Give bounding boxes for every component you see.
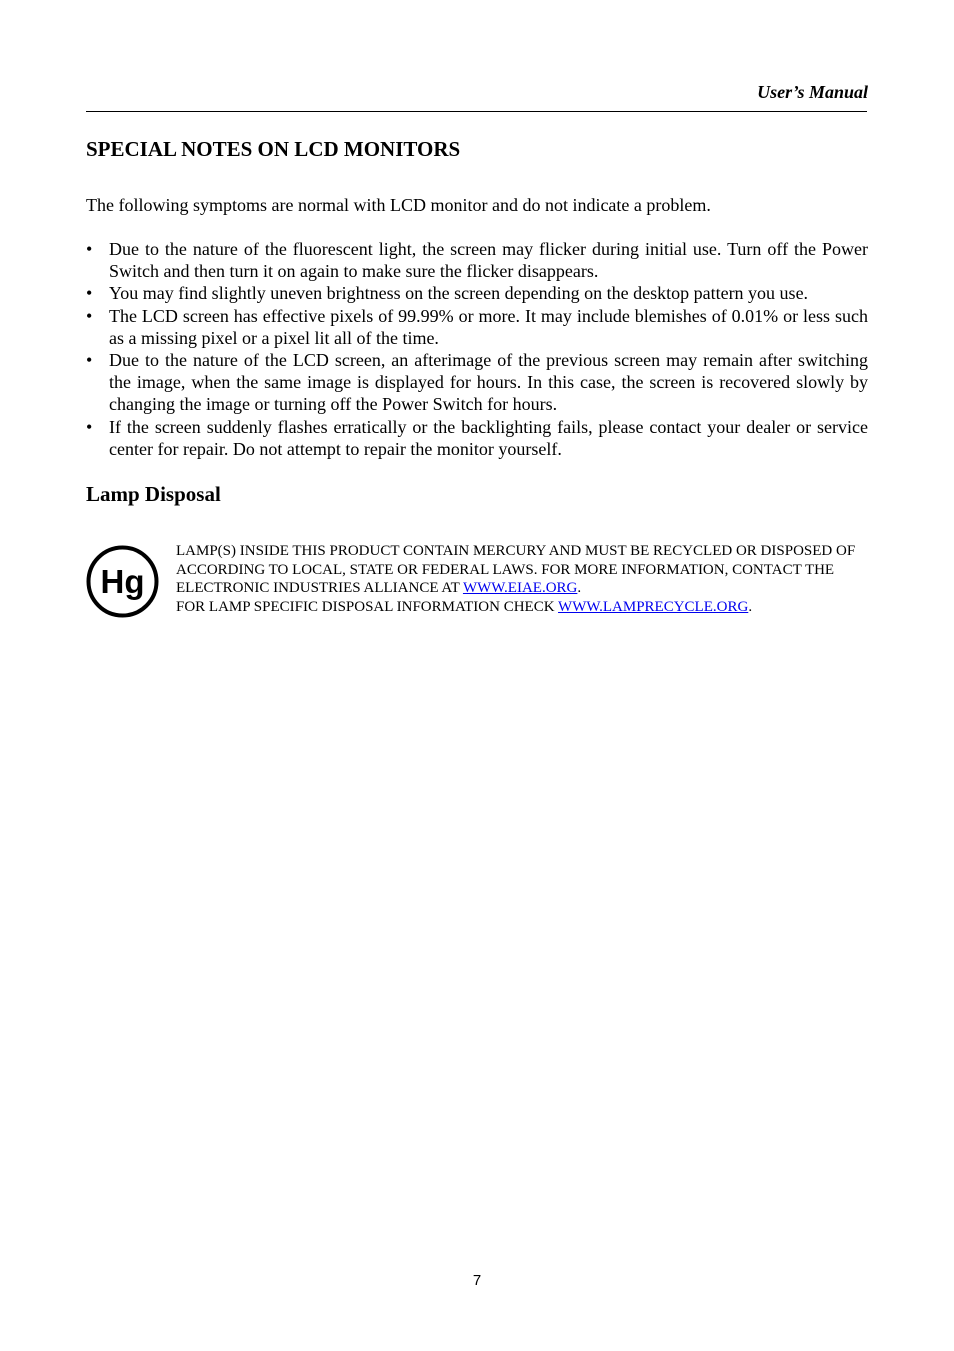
eiae-link[interactable]: WWW.EIAE.ORG [462, 580, 578, 597]
list-item [86, 349, 868, 416]
list-item-text: The LCD screen has effective pixels of 99.99% or more. It may include blemishes of 0.01% or less such as a missing pixel or a pixel lit all of the time. [109, 305, 868, 348]
list-item [86, 238, 868, 282]
list-item [86, 305, 868, 349]
list-item [86, 416, 868, 460]
lamp-disposal-notice [176, 542, 876, 616]
page-number: 7 [472, 1272, 482, 1289]
bullet-icon: • [86, 239, 93, 259]
bullet-icon: • [86, 350, 93, 371]
bullet-icon: • [86, 305, 93, 326]
notice-text: LAMP(S) INSIDE THIS PRODUCT CONTAIN MERCURY AND MUST BE RECYCLED OR DISPOSED OF ACCORDING TO LOCAL, STATE OR FEDERAL LAWS. FOR MORE INFORMATION, CONTACT THE ELECTRONIC INDUSTRIES ALLIANCE AT [176, 543, 856, 597]
lamp-disposal-title: Lamp Disposal [86, 482, 221, 506]
header-rule [86, 111, 867, 112]
list-item-text: Due to the nature of the LCD screen, an afterimage of the previous screen may remain after switching the image, when the same image is displayed for hours. In this case, the screen is recovered slowly by changing the image or turning off the Power Switch for hours. [109, 350, 868, 415]
header-title: User’s Manual [757, 82, 868, 102]
symptom-list [86, 238, 868, 460]
notice-text: FOR LAMP SPECIFIC DISPOSAL INFORMATION CHECK [176, 598, 559, 615]
lamprecycle-link[interactable]: WWW.LAMPRECYCLE.ORG [558, 598, 749, 615]
hg-mercury-icon [86, 545, 159, 618]
list-item-text: Due to the nature of the fluorescent light, the screen may flicker during initial use. Turn off the Power Switch and then turn it on again to make sure the flicker disappears. [109, 239, 868, 282]
notice-text: . [748, 598, 753, 615]
list-item [86, 282, 868, 304]
intro-paragraph: The following symptoms are normal with LCD monitor and do not indicate a problem. [86, 195, 711, 215]
list-item-text: If the screen suddenly flashes erratically or the backlighting fails, please contact your dealer or service center for repair. Do not attempt to repair the monitor yourself. [109, 416, 868, 459]
notice-text: . [577, 580, 582, 597]
bullet-icon: • [86, 283, 93, 304]
hg-icon-label: Hg [100, 563, 145, 600]
list-item-text: You may find slightly uneven brightness on the screen depending on the desktop pattern you use. [109, 283, 809, 304]
bullet-icon: • [86, 416, 93, 437]
section-title: SPECIAL NOTES ON LCD MONITORS [86, 137, 461, 161]
